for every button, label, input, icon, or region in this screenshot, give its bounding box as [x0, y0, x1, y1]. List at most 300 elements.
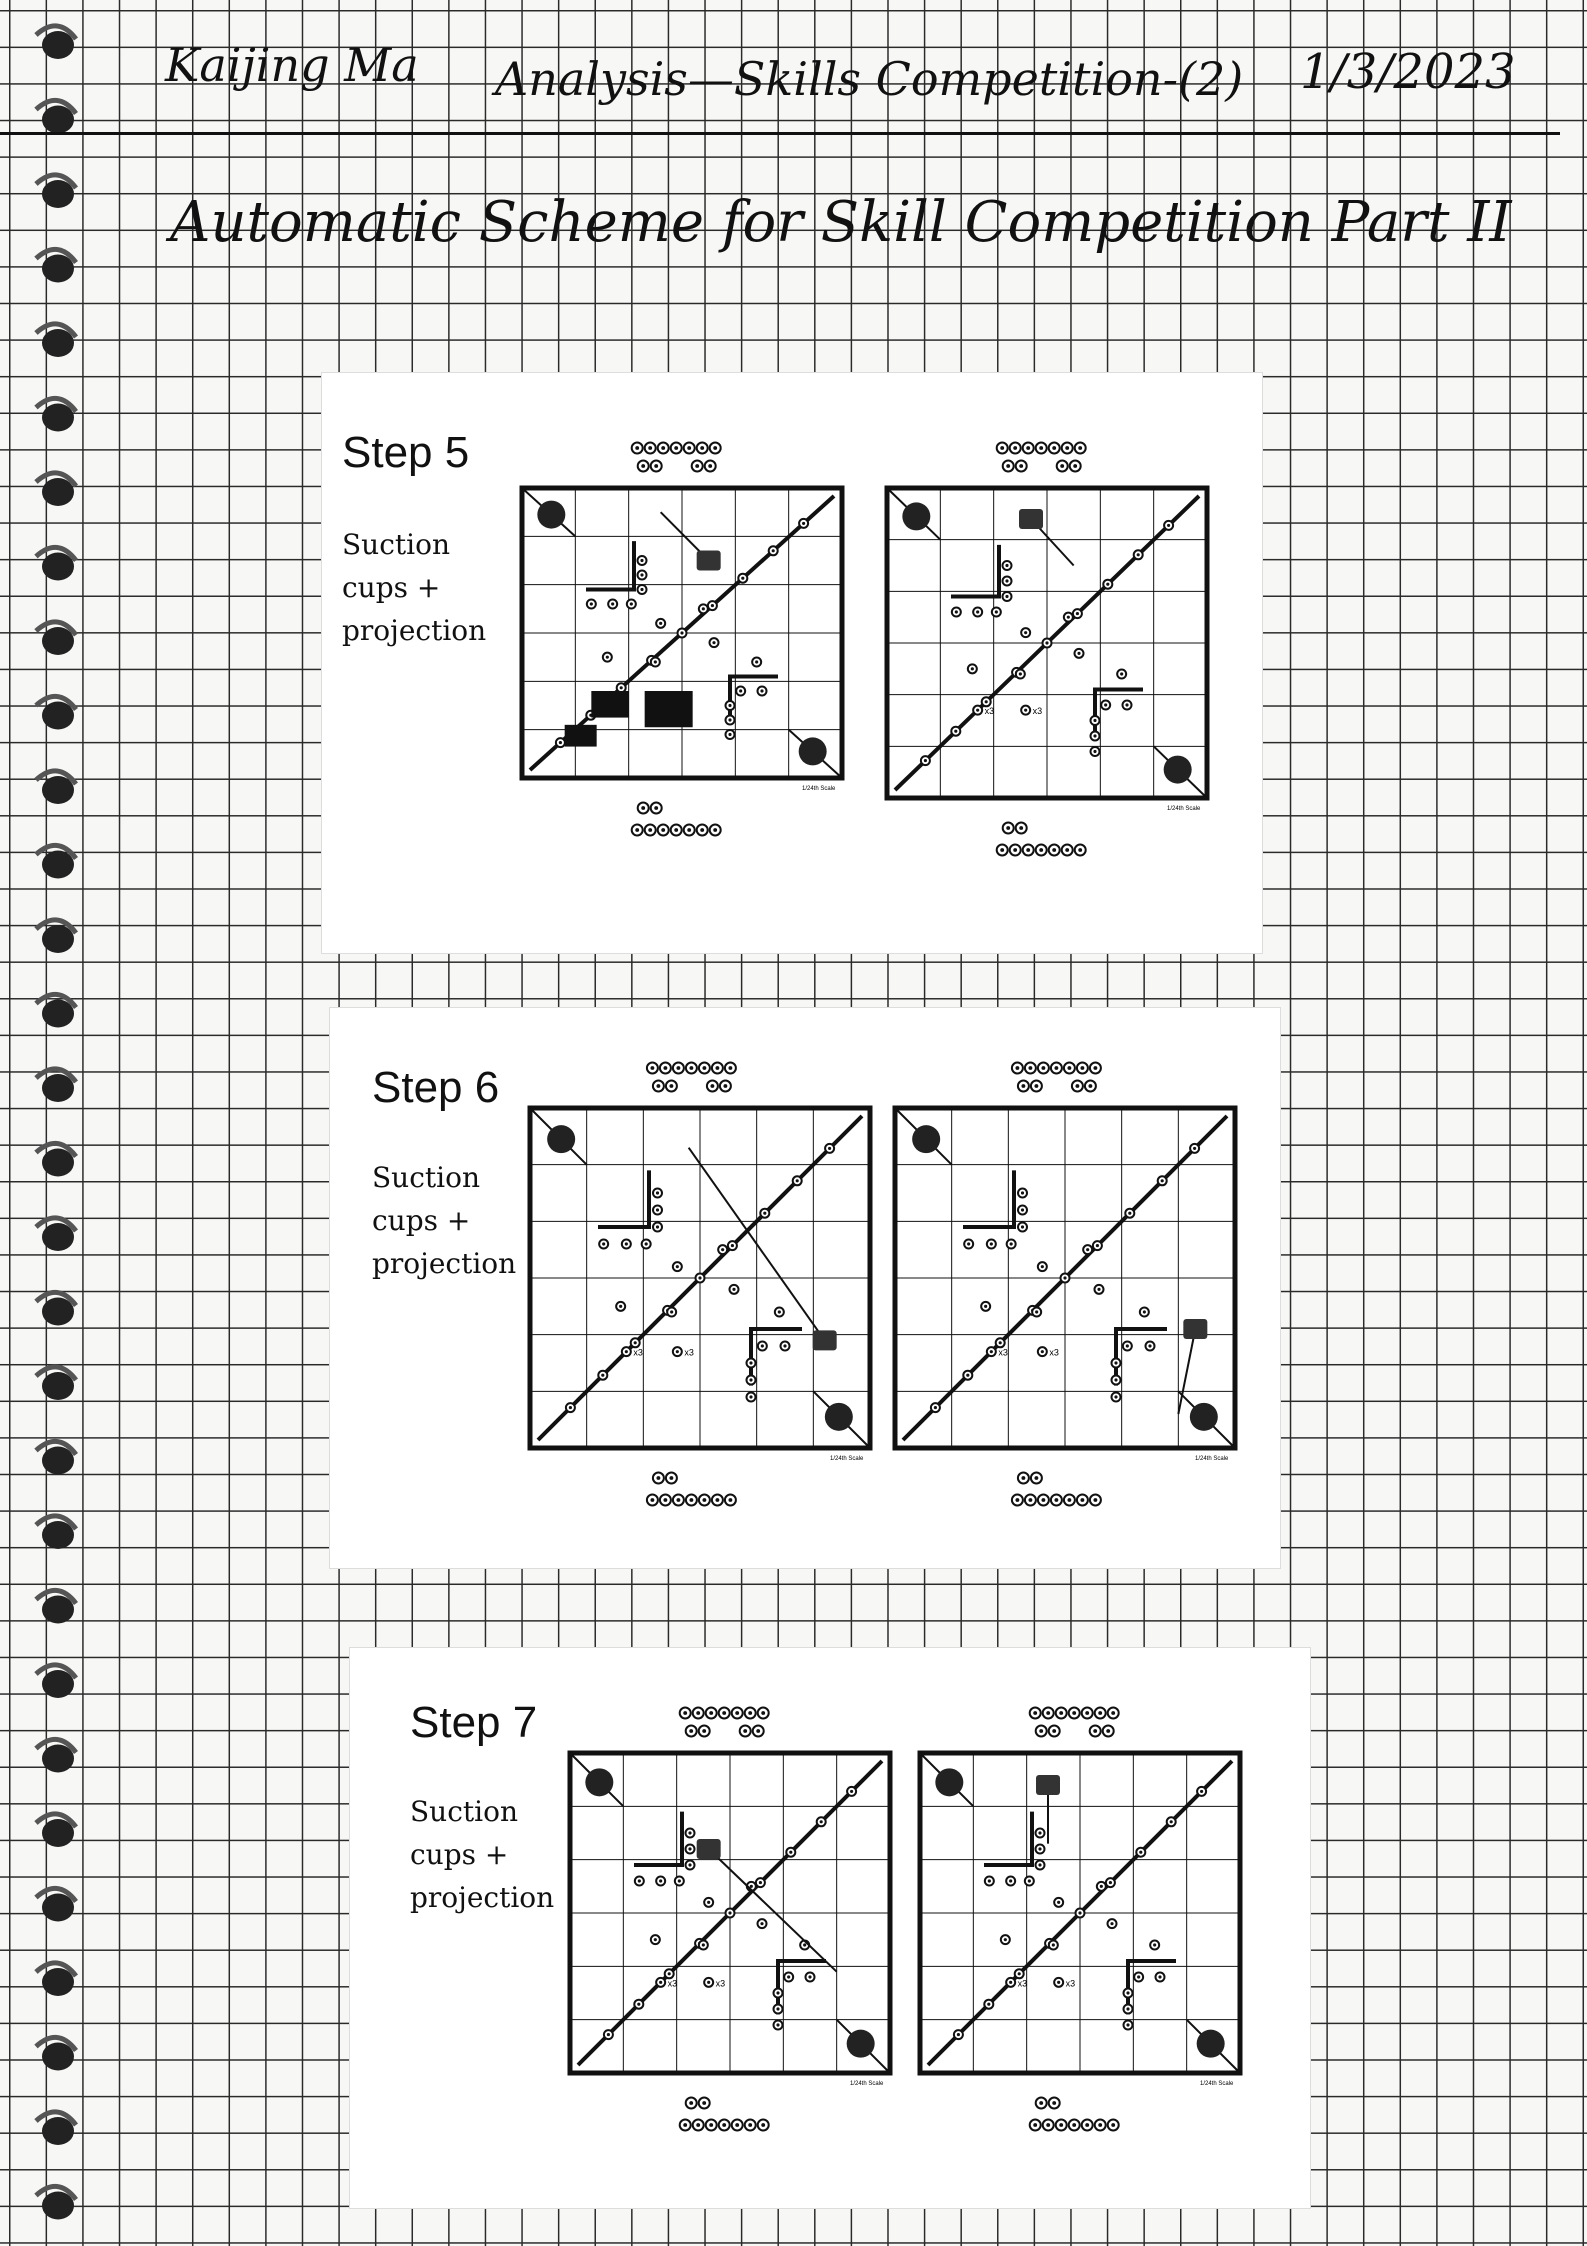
disc — [1003, 561, 1012, 570]
disc-center — [934, 1406, 937, 1409]
disc-center — [1120, 672, 1123, 675]
field — [895, 1108, 1235, 1448]
field — [570, 1753, 890, 2073]
ring-hole — [42, 1074, 74, 1102]
disc — [1103, 580, 1112, 589]
disc-center — [702, 1943, 705, 1946]
disc — [1036, 1829, 1045, 1838]
disc-center — [1093, 719, 1096, 722]
disc — [1038, 1262, 1047, 1271]
disc — [653, 1081, 664, 1092]
disc-center — [1059, 2123, 1063, 2127]
disc — [1018, 1223, 1027, 1232]
disc — [1006, 1978, 1015, 1987]
disc-center — [680, 631, 683, 634]
disc — [799, 519, 808, 528]
disc — [693, 1708, 704, 1719]
disc-center — [715, 1066, 719, 1070]
disc-center — [1093, 1729, 1097, 1733]
ring-hole — [42, 31, 74, 59]
disc — [1091, 747, 1100, 756]
disc-center — [1021, 1191, 1024, 1194]
obstacle-block — [565, 725, 597, 747]
disc-center — [1097, 1288, 1100, 1291]
disc-center — [1170, 1820, 1173, 1823]
disc — [1036, 443, 1047, 454]
disc-center — [1153, 1943, 1156, 1946]
disc-center — [728, 1911, 731, 1914]
disc — [1103, 1726, 1114, 1737]
disc — [1036, 2098, 1047, 2109]
disc — [566, 1403, 575, 1412]
disc — [1112, 1359, 1121, 1368]
disc-center — [674, 828, 678, 832]
disc-center — [1000, 446, 1004, 450]
spiral-ring — [36, 771, 76, 804]
disc — [631, 1338, 640, 1347]
high-goal — [1164, 756, 1192, 784]
disc-center — [607, 2033, 610, 2036]
disc — [726, 730, 735, 739]
disc-center — [728, 733, 731, 736]
disc — [622, 1347, 631, 1356]
disc — [1049, 443, 1060, 454]
disc-center — [1026, 848, 1030, 852]
spiral-ring — [36, 2186, 76, 2219]
disc-center — [1052, 2101, 1056, 2105]
field-diagram-left — [512, 438, 852, 838]
disc — [758, 2120, 769, 2131]
disc-center — [689, 1729, 693, 1733]
disc — [686, 1829, 695, 1838]
ring-hole — [42, 925, 74, 953]
x3-label: x3 — [715, 1978, 726, 1989]
disc — [638, 556, 647, 565]
disc-center — [1046, 2123, 1050, 2127]
disc-center — [637, 2003, 640, 2006]
high-goal — [935, 1768, 963, 1796]
disc — [951, 727, 960, 736]
disc — [699, 604, 708, 613]
ring-hole — [42, 2117, 74, 2145]
disc-center — [678, 1879, 681, 1882]
disc — [645, 443, 656, 454]
disc-center — [659, 622, 662, 625]
disc-center — [1028, 1879, 1031, 1882]
disc-center — [760, 1922, 763, 1925]
disc — [642, 1240, 651, 1249]
disc — [684, 443, 695, 454]
disc-center — [749, 1395, 752, 1398]
spiral-ring — [36, 1888, 76, 1921]
disc — [1023, 845, 1034, 856]
disc-center — [1072, 1711, 1076, 1715]
disc — [673, 1063, 684, 1074]
spiral-ring — [36, 1516, 76, 1549]
disc-center — [656, 1225, 659, 1228]
disc-center — [638, 1879, 641, 1882]
disc-center — [1072, 2123, 1076, 2127]
disc-center — [713, 828, 717, 832]
bottom-ball-rack — [680, 2098, 769, 2131]
disc-center — [984, 1305, 987, 1308]
disc — [745, 1708, 756, 1719]
disc — [1136, 1848, 1145, 1857]
disc — [1082, 2120, 1093, 2131]
disc — [1070, 461, 1081, 472]
disc-center — [689, 2101, 693, 2105]
disc-center — [741, 577, 744, 580]
disc — [632, 825, 643, 836]
top-ball-rack — [997, 443, 1086, 472]
disc-center — [1010, 1242, 1013, 1245]
ring-hole — [42, 2043, 74, 2071]
disc-center — [1096, 1244, 1099, 1247]
disc — [736, 687, 745, 696]
disc-center — [735, 1711, 739, 1715]
disc — [693, 2120, 704, 2131]
disc-center — [640, 573, 643, 576]
disc — [747, 1393, 756, 1402]
disc-center — [772, 549, 775, 552]
disc-center — [985, 700, 988, 703]
disc — [598, 1371, 607, 1380]
disc-center — [1021, 1225, 1024, 1228]
disc-center — [1093, 750, 1096, 753]
disc-center — [1098, 1711, 1102, 1715]
field-diagram-left — [520, 1058, 880, 1548]
disc-center — [687, 828, 691, 832]
disc — [1069, 1708, 1080, 1719]
disc-center — [1067, 1066, 1071, 1070]
disc-center — [761, 2123, 765, 2127]
disc-center — [1018, 1972, 1021, 1975]
disc-center — [1200, 1790, 1203, 1793]
disc — [745, 2120, 756, 2131]
x3-label: x3 — [667, 1978, 678, 1989]
disc-center — [640, 588, 643, 591]
disc-center — [1126, 2023, 1129, 2026]
spiral-ring — [36, 1590, 76, 1623]
disc-center — [702, 2101, 706, 2105]
disc-center — [1106, 583, 1109, 586]
disc-center — [669, 1084, 673, 1088]
disc-center — [1034, 1084, 1038, 1088]
disc-center — [787, 1975, 790, 1978]
disc — [1003, 461, 1014, 472]
disc-center — [1057, 1981, 1060, 1984]
disc-center — [634, 1341, 637, 1344]
disc-center — [1033, 2123, 1037, 2127]
disc — [1012, 1063, 1023, 1074]
disc — [1108, 1919, 1117, 1928]
bottom-ball-rack — [997, 823, 1086, 856]
high-goal — [799, 737, 827, 765]
disc-center — [590, 602, 593, 605]
disc — [981, 1302, 990, 1311]
disc-center — [661, 828, 665, 832]
disc — [1112, 1393, 1121, 1402]
disc-center — [641, 464, 645, 468]
disc — [992, 608, 1001, 617]
disc — [758, 687, 767, 696]
disc — [638, 585, 647, 594]
disc-center — [1021, 1476, 1025, 1480]
disc-center — [654, 806, 658, 810]
disc-center — [659, 1981, 662, 1984]
disc — [984, 2000, 993, 2009]
high-goal — [847, 2030, 875, 2058]
spiral-ring — [36, 2037, 76, 2070]
disc-center — [1005, 579, 1008, 582]
disc — [704, 1898, 713, 1907]
high-goal — [585, 1768, 613, 1796]
disc-center — [999, 1341, 1002, 1344]
disc-center — [661, 446, 665, 450]
disc-center — [695, 464, 699, 468]
step-note: Suction cups + projection — [372, 1161, 517, 1280]
disc-center — [601, 1374, 604, 1377]
disc — [587, 600, 596, 609]
scale-label: 1/24th Scale — [830, 1456, 864, 1462]
x3-label: x3 — [984, 706, 995, 717]
disc — [1016, 670, 1025, 679]
disc — [1156, 1973, 1165, 1982]
disc-center — [1076, 612, 1079, 615]
disc-center — [1126, 2007, 1129, 2010]
disc-center — [654, 1938, 657, 1941]
field — [522, 488, 842, 778]
disc — [706, 1708, 717, 1719]
disc — [774, 2005, 783, 2014]
disc — [1077, 1495, 1088, 1506]
disc — [699, 1063, 710, 1074]
disc — [599, 1240, 608, 1249]
spiral-ring — [36, 175, 76, 208]
disc — [651, 803, 662, 814]
disc — [740, 1726, 751, 1737]
disc — [1095, 1285, 1104, 1294]
disc — [747, 1376, 756, 1385]
disc — [699, 1726, 710, 1737]
disc — [1003, 592, 1012, 601]
disc-center — [1106, 1729, 1110, 1733]
disc-center — [1114, 1361, 1117, 1364]
disc-center — [1109, 1881, 1112, 1884]
disc — [726, 716, 735, 725]
disc-center — [709, 1711, 713, 1715]
disc-center — [1046, 1711, 1050, 1715]
disc-center — [1088, 1084, 1092, 1088]
disc — [673, 1262, 682, 1271]
bottom-ball-rack — [1012, 1473, 1101, 1506]
disc — [1090, 1726, 1101, 1737]
disc — [666, 1081, 677, 1092]
disc-center — [1039, 2101, 1043, 2105]
disc-center — [648, 828, 652, 832]
disc-center — [1024, 709, 1027, 712]
disc — [1016, 823, 1027, 834]
disc — [1075, 443, 1086, 454]
disc-center — [990, 1350, 993, 1353]
disc — [680, 2120, 691, 2131]
disc-center — [1033, 1711, 1037, 1715]
top-ball-rack — [632, 443, 721, 472]
spiral-ring — [36, 1441, 76, 1474]
disc — [1056, 2120, 1067, 2131]
disc — [1158, 1176, 1167, 1185]
disc — [817, 1817, 826, 1826]
disc — [697, 443, 708, 454]
x3-label: x3 — [684, 1347, 694, 1358]
disc-center — [1067, 1498, 1071, 1502]
disc — [1077, 1063, 1088, 1074]
ring-hole — [42, 1372, 74, 1400]
disc — [781, 1342, 790, 1351]
disc — [1054, 1978, 1063, 1987]
spiral-binding — [18, 0, 98, 2246]
disc — [647, 1495, 658, 1506]
disc-center — [789, 1851, 792, 1854]
disc — [747, 1359, 756, 1368]
disc-center — [1080, 1066, 1084, 1070]
disc-center — [732, 1288, 735, 1291]
disc — [710, 443, 721, 454]
spiral-ring — [36, 920, 76, 953]
disc-center — [1045, 641, 1048, 644]
disc-center — [688, 1847, 691, 1850]
obstacle-block — [645, 691, 693, 727]
disc — [638, 571, 647, 580]
disc — [1101, 701, 1110, 710]
disc-center — [1038, 1863, 1041, 1866]
disc — [1117, 670, 1126, 679]
bottom-ball-rack — [632, 803, 721, 836]
spiral-ring — [36, 1292, 76, 1325]
spiral-ring — [36, 845, 76, 878]
disc — [1075, 649, 1084, 658]
disc-center — [1148, 1344, 1151, 1347]
disc-center — [1110, 1922, 1113, 1925]
disc — [973, 608, 982, 617]
disc-center — [683, 1711, 687, 1715]
disc-center — [625, 1350, 628, 1353]
disc — [622, 1240, 631, 1249]
disc-center — [976, 610, 979, 613]
disc-center — [635, 446, 639, 450]
disc-center — [1193, 1147, 1196, 1150]
disc — [1038, 1495, 1049, 1506]
ring-hole — [42, 180, 74, 208]
disc — [1097, 1882, 1106, 1891]
disc — [774, 1989, 783, 1998]
disc-center — [659, 1879, 662, 1882]
disc-center — [731, 1244, 734, 1247]
disc — [1031, 1473, 1042, 1484]
obstacle-block — [591, 691, 628, 718]
x3-label: x3 — [1032, 706, 1043, 717]
disc — [806, 1973, 815, 1982]
header-rule — [0, 132, 1560, 135]
disc-center — [1057, 1901, 1060, 1904]
disc — [775, 1308, 784, 1317]
disc-center — [620, 686, 623, 689]
disc — [718, 1245, 727, 1254]
step-5-card — [322, 373, 1262, 953]
disc-center — [1080, 1498, 1084, 1502]
disc-center — [796, 1179, 799, 1182]
disc-center — [735, 2123, 739, 2127]
disc — [1031, 1081, 1042, 1092]
ring-hole — [42, 255, 74, 283]
disc-center — [1052, 446, 1056, 450]
disc-center — [1098, 2123, 1102, 2127]
disc — [653, 1189, 662, 1198]
disc-center — [728, 704, 731, 707]
disc-center — [990, 1242, 993, 1245]
disc — [656, 619, 665, 628]
high-goal — [902, 502, 930, 530]
disc — [987, 1240, 996, 1249]
disc-center — [1005, 595, 1008, 598]
disc-center — [1041, 1350, 1044, 1353]
disc-center — [1038, 1847, 1041, 1850]
disc-center — [723, 1084, 727, 1088]
disc — [699, 1495, 710, 1506]
ring-hole — [42, 1596, 74, 1624]
disc-center — [1077, 652, 1080, 655]
disc-center — [755, 660, 758, 663]
disc — [673, 1347, 682, 1356]
spiral-ring — [36, 1665, 76, 1698]
disc — [1038, 1347, 1047, 1356]
disc-center — [1039, 446, 1043, 450]
disc-center — [1041, 1498, 1045, 1502]
disc-center — [748, 2123, 752, 2127]
disc-center — [955, 610, 958, 613]
disc-center — [656, 1208, 659, 1211]
disc — [647, 1063, 658, 1074]
disc — [1010, 443, 1021, 454]
field-diagram-right — [885, 1058, 1245, 1548]
disc-center — [1039, 1729, 1043, 1733]
disc — [1043, 1708, 1054, 1719]
top-ball-rack — [1012, 1063, 1101, 1092]
disc-center — [760, 689, 763, 692]
disc-center — [1111, 1711, 1115, 1715]
disc — [784, 1973, 793, 1982]
disc — [1134, 1973, 1143, 1982]
disc — [1108, 2120, 1119, 2131]
disc — [638, 461, 649, 472]
disc-center — [1013, 848, 1017, 852]
disc-center — [1114, 1378, 1117, 1381]
disc-center — [1041, 1066, 1045, 1070]
disc-center — [1067, 616, 1070, 619]
disc — [686, 1845, 695, 1854]
field-diagram-left — [560, 1703, 900, 2173]
disc — [673, 1495, 684, 1506]
ring-hole — [42, 106, 74, 134]
disc-center — [569, 1406, 572, 1409]
disc-center — [1004, 1938, 1007, 1941]
disc-center — [611, 602, 614, 605]
disc — [728, 1241, 737, 1250]
disc-center — [756, 1729, 760, 1733]
disc — [656, 1877, 665, 1886]
disc-center — [778, 1310, 781, 1313]
disc-center — [995, 610, 998, 613]
